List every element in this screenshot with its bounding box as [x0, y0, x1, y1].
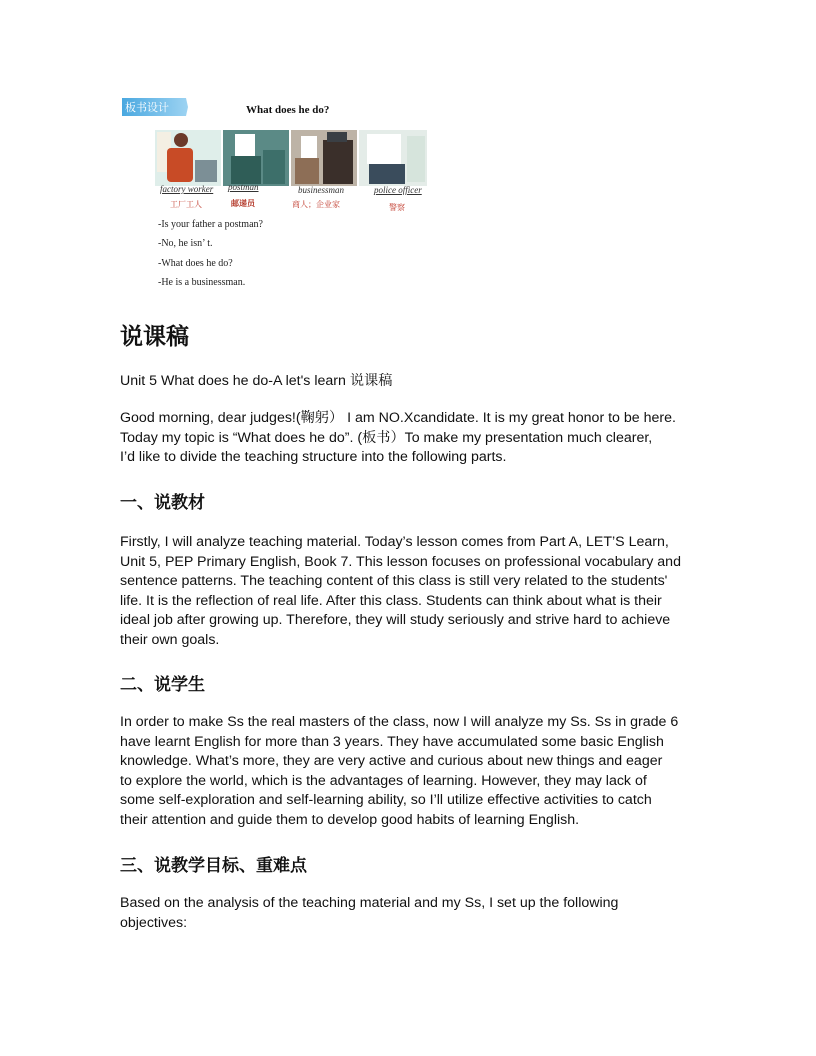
paragraph-line: to explore the world, which is the advantages of learning. However, they may lack of [120, 772, 647, 789]
caption-postman: postman [228, 182, 259, 192]
section-heading-students: 二、说学生 [120, 675, 205, 695]
paragraph-line: their attention and guide them to develop good habits of learning English. [120, 811, 580, 828]
intro-line: Today my topic is “What does he do”. (板书）To make my presentation much clearer, [120, 429, 653, 446]
caption-cn-postman: 邮递员 [231, 199, 255, 208]
paragraph-line: some self-exploration and self-learning ability, so I’ll utilize effective activities to catch [120, 792, 652, 809]
paragraph-line: sentence patterns. The teaching content of this class is still very related to the students' [120, 573, 668, 590]
paragraph-line: Firstly, I will analyze teaching material. Today’s lesson comes from Part A, LET’S Learn, [120, 534, 669, 550]
intro-paragraph [120, 409, 710, 468]
caption-businessman: businessman [298, 185, 345, 195]
caption-cn-factory-worker: 工厂工人 [170, 200, 202, 209]
paragraph-line: ideal job after growing up. Therefore, they will study seriously and strive hard to achieve [120, 612, 671, 629]
paragraph-line: life. It is the reflection of real life. After this class. Students can think about what is their [120, 592, 662, 609]
paragraph-line: In order to make Ss the real masters of the class, now I will analyze my Ss. Ss in grade 6 [120, 714, 679, 730]
subtitle-text: Unit 5 What does he do-A let's learn 说课稿 [120, 373, 393, 389]
paragraph-line: Unit 5, PEP Primary English, Book 7. This lesson focuses on professional vocabulary and [120, 553, 681, 570]
occupation-illustration [155, 130, 427, 186]
paragraph-line: objectives: [120, 914, 188, 931]
section-paragraph-material [120, 533, 710, 651]
paragraph-line: their own goals. [120, 631, 220, 648]
page-title: 说课稿 [120, 324, 189, 350]
section-paragraph-students [120, 713, 710, 831]
postman-figure [231, 156, 261, 184]
dialog-line: -No, he isn’ t. [158, 238, 213, 249]
board-tag-badge [120, 96, 190, 118]
section-paragraph-objectives [120, 894, 710, 933]
section-heading-material: 一、说教材 [120, 493, 205, 513]
businessman-figure [295, 158, 319, 184]
paragraph-line: have learnt English for more than 3 years. They have accumulated some basic English [120, 733, 664, 750]
caption-cn-businessman: 商人；企业家 [292, 200, 340, 209]
paragraph-line: Based on the analysis of the teaching material and my Ss, I set up the following [120, 895, 619, 911]
intro-line: I’d like to divide the teaching structure into the following parts. [120, 449, 507, 466]
caption-factory-worker: factory worker [160, 184, 214, 194]
caption-police-officer: police officer [374, 185, 422, 195]
board-title: What does he do? [246, 104, 330, 116]
section-heading-objectives: 三、说教学目标、重难点 [120, 856, 307, 876]
paragraph-line: knowledge. What’s more, they are very active and curious about new things and eager [120, 753, 663, 770]
subtitle [120, 372, 710, 392]
board-tag-text: 板书设计 [125, 101, 169, 114]
dialog-line: -Is your father a postman? [158, 219, 263, 230]
caption-cn-police-officer: 警察 [389, 203, 405, 212]
factory-worker-figure [174, 133, 188, 147]
dialog-line: -He is a businessman. [158, 277, 246, 288]
intro-line: Good morning, dear judges!(鞠躬） I am NO.Xcandidate. It is my great honor to be here. [120, 410, 676, 426]
police-officer-figure [369, 164, 405, 184]
dialog-line: -What does he do? [158, 258, 233, 269]
